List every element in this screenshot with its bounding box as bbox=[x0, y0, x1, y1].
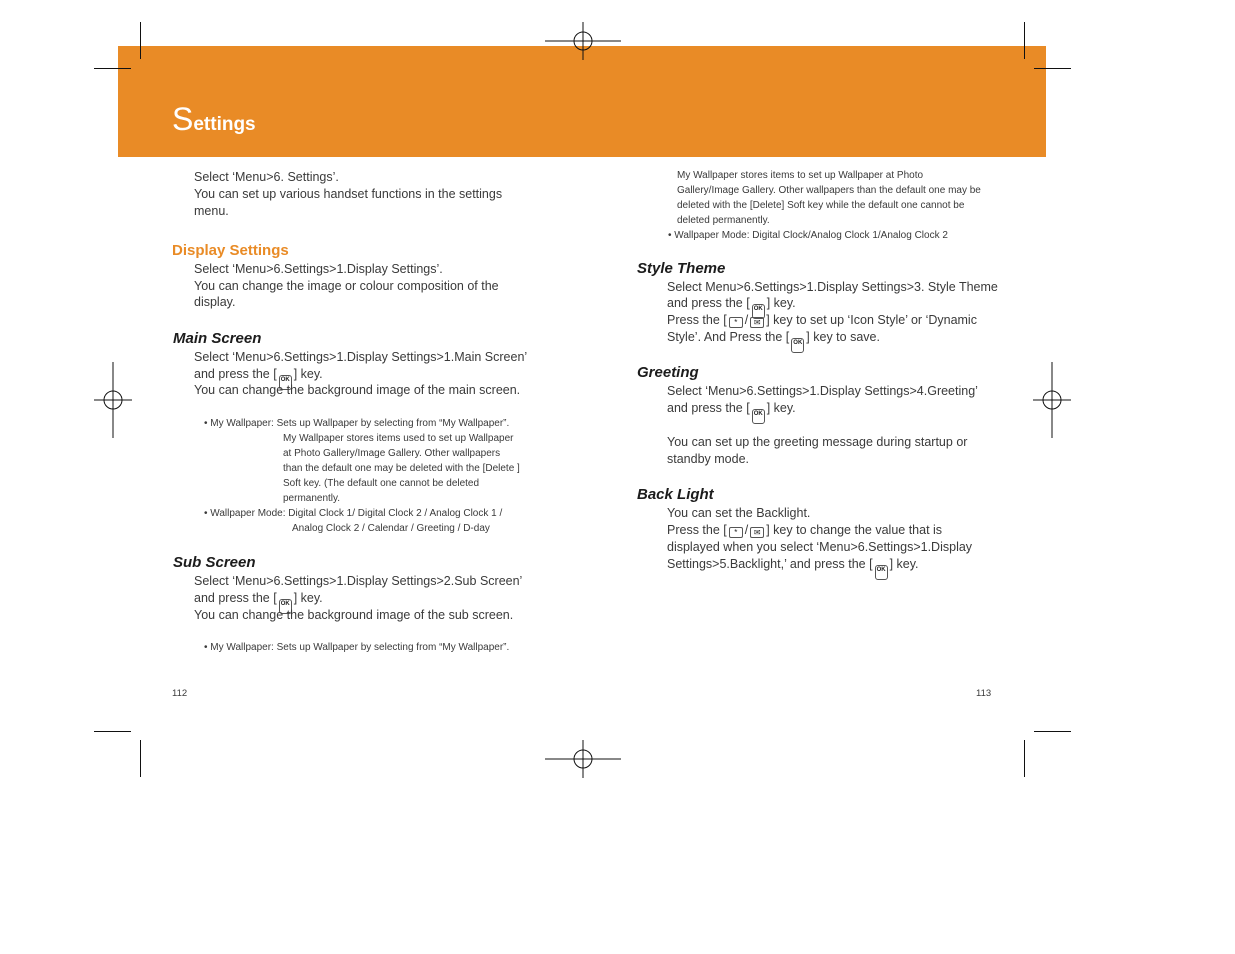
intro-line-3: menu. bbox=[194, 204, 229, 218]
ok-key-icon: OK bbox=[752, 409, 765, 424]
main-screen-line-3: You can change the background image of the main screen. bbox=[194, 383, 521, 397]
registration-mark-right bbox=[1033, 362, 1071, 438]
page-title bbox=[172, 103, 256, 135]
ok-key-icon: OK bbox=[279, 599, 292, 614]
main-screen-bullet-1-line-5: Soft key. (The default one cannot be deleted bbox=[283, 478, 480, 489]
display-settings-line-1: Select ‘Menu>6.Settings>1.Display Settings’. bbox=[194, 262, 443, 276]
wallpaper-cont-line-1: My Wallpaper stores items to set up Wallpaper at Photo bbox=[677, 170, 924, 181]
main-screen-bullet-2-line-1: • Wallpaper Mode: Digital Clock 1/ Digital Clock 2 / Analog Clock 1 / bbox=[204, 508, 503, 519]
main-screen-line-2: and press the [ OK ] key. bbox=[194, 366, 323, 390]
ok-key-icon: OK bbox=[875, 565, 888, 580]
display-settings-line-3: display. bbox=[194, 295, 236, 309]
main-screen-bullet-2-line-2: Analog Clock 2 / Calendar / Greeting / D-day bbox=[292, 523, 490, 534]
envelope-key-icon: ✉ bbox=[750, 317, 764, 328]
back-light-heading: Back Light bbox=[637, 486, 714, 503]
style-theme-line-3: Press the [ * / ✉ ] key to set up ‘Icon Style’ or ‘Dynamic bbox=[667, 313, 977, 327]
header-band bbox=[118, 46, 1046, 157]
back-light-line-2: Press the [ * / ✉ ] key to change the value that is bbox=[667, 523, 943, 537]
greeting-line-2: and press the [ OK ] key. bbox=[667, 400, 796, 424]
wallpaper-cont-line-4: deleted permanently. bbox=[677, 215, 770, 226]
title-initial: S bbox=[172, 101, 194, 137]
wallpaper-cont-line-3: deleted with the [Delete] Soft key while the default one cannot be bbox=[677, 200, 965, 211]
sub-screen-line-2: and press the [ OK ] key. bbox=[194, 590, 323, 614]
greeting-line-1: Select ‘Menu>6.Settings>1.Display Settings>4.Greeting’ bbox=[667, 384, 978, 398]
style-theme-heading: Style Theme bbox=[637, 260, 726, 277]
back-light-line-3: displayed when you select ‘Menu>6.Settings>1.Display bbox=[667, 540, 973, 554]
style-theme-line-4: Style’. And Press the [ OK ] key to save. bbox=[667, 329, 880, 353]
greeting-heading: Greeting bbox=[637, 364, 699, 381]
main-screen-bullet-1-line-1: • My Wallpaper: Sets up Wallpaper by selecting from “My Wallpaper”. bbox=[204, 418, 510, 429]
wallpaper-cont-line-2: Gallery/Image Gallery. Other wallpapers than the default one may be bbox=[677, 185, 981, 196]
sub-screen-line-1: Select ‘Menu>6.Settings>1.Display Settings>2.Sub Screen’ bbox=[194, 574, 523, 588]
main-screen-bullet-1-line-6: permanently. bbox=[283, 493, 341, 504]
sub-screen-bullet-1: • My Wallpaper: Sets up Wallpaper by selecting from “My Wallpaper”. bbox=[204, 642, 510, 653]
back-light-line-1: You can set the Backlight. bbox=[667, 506, 811, 520]
ok-key-icon: OK bbox=[791, 338, 804, 353]
main-screen-bullet-1-line-4: than the default one may be deleted with the [Delete ] bbox=[283, 463, 520, 474]
ok-key-icon: OK bbox=[279, 375, 292, 390]
greeting-line-4: standby mode. bbox=[667, 452, 749, 466]
sub-screen-heading: Sub Screen bbox=[173, 554, 256, 571]
registration-mark-bottom bbox=[545, 740, 621, 778]
star-key-icon: * bbox=[729, 317, 743, 328]
page-number-right: 113 bbox=[976, 688, 992, 699]
display-settings-line-2: You can change the image or colour composition of the bbox=[194, 279, 499, 293]
ok-key-icon: OK bbox=[752, 304, 765, 319]
style-theme-line-2: and press the [ OK ] key. bbox=[667, 295, 796, 319]
greeting-line-3: You can set up the greeting message during startup or bbox=[667, 435, 968, 449]
page-number-left: 112 bbox=[172, 688, 188, 699]
main-screen-line-1: Select ‘Menu>6.Settings>1.Display Settings>1.Main Screen’ bbox=[194, 350, 528, 364]
registration-mark-left bbox=[94, 362, 132, 438]
title-rest: ettings bbox=[193, 114, 256, 135]
display-settings-heading: Display Settings bbox=[172, 242, 289, 259]
back-light-line-4: Settings>5.Backlight,’ and press the [ OK ] key. bbox=[667, 556, 919, 580]
main-screen-bullet-1-line-3: at Photo Gallery/Image Gallery. Other wallpapers bbox=[283, 448, 501, 459]
star-key-icon: * bbox=[729, 527, 743, 538]
registration-mark-top bbox=[545, 22, 621, 60]
envelope-key-icon: ✉ bbox=[750, 527, 764, 538]
intro-line-1: Select ‘Menu>6. Settings’. bbox=[194, 170, 339, 184]
sub-screen-line-3: You can change the background image of the sub screen. bbox=[194, 608, 514, 622]
wallpaper-mode-bullet: • Wallpaper Mode: Digital Clock/Analog Clock 1/Analog Clock 2 bbox=[668, 230, 948, 241]
main-screen-bullet-1-line-2: My Wallpaper stores items used to set up Wallpaper bbox=[283, 433, 514, 444]
style-theme-line-1: Select Menu>6.Settings>1.Display Settings>3. Style Theme bbox=[667, 280, 998, 294]
main-screen-heading: Main Screen bbox=[173, 330, 262, 347]
intro-line-2: You can set up various handset functions in the settings bbox=[194, 187, 503, 201]
